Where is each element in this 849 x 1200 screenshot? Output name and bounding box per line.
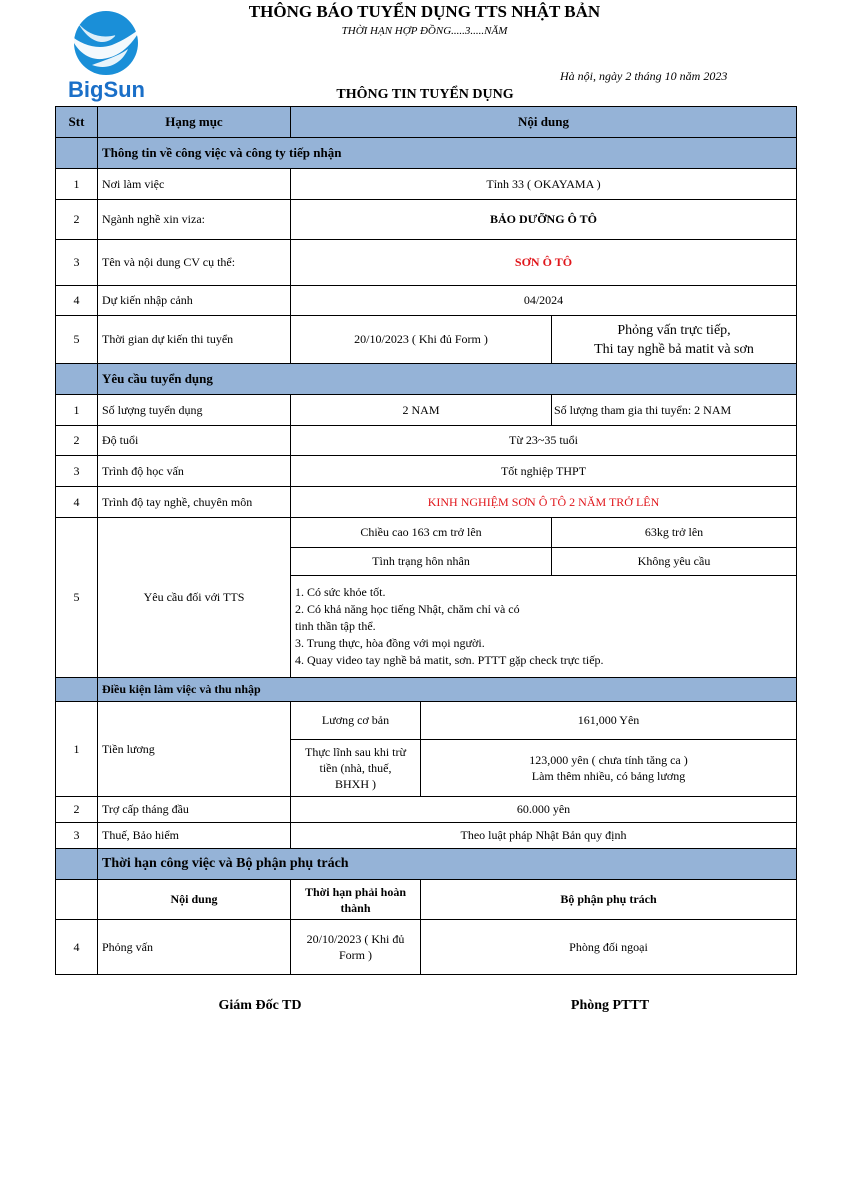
row-stt: 5 xyxy=(56,518,98,678)
row-stt: 2 xyxy=(56,797,98,823)
row-value: Tỉnh 33 ( OKAYAMA ) xyxy=(291,169,797,200)
net-salary-value-line: 123,000 yên ( chưa tính tăng ca ) xyxy=(529,753,688,767)
base-salary-label: Lương cơ bản xyxy=(291,702,421,740)
row-label: Số lượng tuyển dụng xyxy=(98,395,291,426)
row-deadline-line: 20/10/2023 ( Khi đủ xyxy=(306,932,405,946)
table-row xyxy=(56,169,797,200)
table-row xyxy=(56,823,797,849)
row-deadline xyxy=(291,920,421,975)
row-stt: 1 xyxy=(56,169,98,200)
col-deadline-header-line: thành xyxy=(340,900,371,915)
table-row xyxy=(56,797,797,823)
recruitment-table xyxy=(55,106,797,975)
table-row xyxy=(56,286,797,316)
row-value: 2 NAM xyxy=(291,395,552,426)
header-content: Nội dung xyxy=(291,107,797,138)
row-value: Tốt nghiệp THPT xyxy=(291,456,797,487)
exam-method-line: Thi tay nghề bả matit và sơn xyxy=(594,341,754,357)
col-deadline-header-line: Thời hạn phải hoàn xyxy=(304,884,407,899)
table-row xyxy=(56,426,797,456)
row-value: 20/10/2023 ( Khi đủ Form ) xyxy=(291,316,552,364)
document-date: Hà nội, ngày 2 tháng 10 năm 2023 xyxy=(560,69,728,83)
net-salary-value-line: Làm thêm nhiều, có bảng lương xyxy=(531,769,686,783)
row-stt: 1 xyxy=(56,395,98,426)
table-row xyxy=(56,920,797,975)
document-title: THÔNG BÁO TUYỂN DỤNG TTS NHẬT BẢN xyxy=(248,2,601,21)
table-row xyxy=(56,880,797,920)
col-department-header: Bộ phận phụ trách xyxy=(421,880,797,920)
height-requirement: Chiều cao 163 cm trở lên xyxy=(291,518,552,548)
weight-requirement: 63kg trở lên xyxy=(552,518,797,548)
row-content: Phỏng vấn xyxy=(98,920,291,975)
row-stt: 5 xyxy=(56,316,98,364)
net-salary-label xyxy=(291,740,421,797)
row-stt: 3 xyxy=(56,823,98,849)
header-stt: Stt xyxy=(56,107,98,138)
row-stt: 3 xyxy=(56,240,98,286)
col-content-header: Nội dung xyxy=(98,880,291,920)
section-heading: Yêu cầu tuyển dụng xyxy=(98,364,797,395)
net-salary-label-line: BHXH ) xyxy=(335,777,376,791)
section-row xyxy=(56,849,797,880)
row-label: Dự kiến nhập cảnh xyxy=(98,286,291,316)
row-stt: 1 xyxy=(56,702,98,797)
base-salary-value: 161,000 Yên xyxy=(421,702,797,740)
row-stt: 2 xyxy=(56,200,98,240)
logo-text: BigSun xyxy=(68,77,145,102)
row-label: Ngành nghề xin viza: xyxy=(98,200,291,240)
list-item: 3. Trung thực, hòa đồng với mọi người. xyxy=(295,636,485,650)
section-heading: Thời hạn công việc và Bộ phận phụ trách xyxy=(98,849,797,880)
row-label: Trình độ học vấn xyxy=(98,456,291,487)
table-row xyxy=(56,316,797,364)
row-value: 60.000 yên xyxy=(291,797,797,823)
row-stt: 4 xyxy=(56,920,98,975)
row-label: Trình độ tay nghề, chuyên môn xyxy=(98,487,291,518)
row-label: Thuế, Bảo hiểm xyxy=(98,823,291,849)
net-salary-label-line: Thực lĩnh sau khi trừ xyxy=(305,745,406,759)
row-value: 04/2024 xyxy=(291,286,797,316)
row-department: Phòng đối ngoại xyxy=(421,920,797,975)
section-title: THÔNG TIN TUYỂN DỤNG xyxy=(336,87,514,102)
row-stt: 4 xyxy=(56,286,98,316)
header-category: Hạng mục xyxy=(98,107,291,138)
marital-label: Tình trạng hôn nhân xyxy=(291,548,552,576)
row-label: Yêu cầu đối với TTS xyxy=(98,518,291,678)
table-row xyxy=(56,240,797,286)
section-row xyxy=(56,364,797,395)
row-value: SƠN Ô TÔ xyxy=(291,240,797,286)
table-row xyxy=(56,456,797,487)
section-row xyxy=(56,138,797,169)
section-heading: Thông tin về công việc và công ty tiếp nhận xyxy=(98,138,797,169)
signature-department: Phòng PTTT xyxy=(570,998,650,1013)
list-item: 4. Quay video tay nghề bả matit, sơn. PTTT gặp check trực tiếp. xyxy=(295,653,604,667)
marital-value: Không yêu cầu xyxy=(552,548,797,576)
table-row xyxy=(56,487,797,518)
tts-requirements-list xyxy=(291,576,797,678)
row-value: Từ 23~35 tuổi xyxy=(291,426,797,456)
row-stt: 4 xyxy=(56,487,98,518)
list-item: tinh thần tập thể. xyxy=(295,619,376,633)
row-label: Tên và nội dung CV cụ thể: xyxy=(98,240,291,286)
signature-director: Giám Đốc TD xyxy=(218,998,302,1013)
list-item: 2. Có khả năng học tiếng Nhật, chăm chỉ và có xyxy=(295,602,520,616)
col-deadline-header xyxy=(291,880,421,920)
table-row xyxy=(56,518,797,548)
table-row xyxy=(56,200,797,240)
row-label: Trợ cấp tháng đầu xyxy=(98,797,291,823)
row-value: BẢO DƯỠNG Ô TÔ xyxy=(291,200,797,240)
row-deadline-line: Form ) xyxy=(339,948,372,962)
row-stt: 2 xyxy=(56,426,98,456)
table-row xyxy=(56,702,797,740)
row-value-secondary xyxy=(552,316,797,364)
row-label: Nơi làm việc xyxy=(98,169,291,200)
row-stt: 3 xyxy=(56,456,98,487)
row-value: Theo luật pháp Nhật Bản quy định xyxy=(291,823,797,849)
row-value-secondary: Số lượng tham gia thi tuyển: 2 NAM xyxy=(552,395,797,426)
net-salary-value xyxy=(421,740,797,797)
section-row xyxy=(56,678,797,702)
table-row xyxy=(56,395,797,426)
section-heading: Điều kiện làm việc và thu nhập xyxy=(98,678,797,702)
table-header-row xyxy=(56,107,797,138)
list-item: 1. Có sức khỏe tốt. xyxy=(295,585,386,599)
row-value: KINH NGHIỆM SƠN Ô TÔ 2 NĂM TRỞ LÊN xyxy=(291,487,797,518)
net-salary-label-line: tiền (nhà, thuế, xyxy=(319,761,392,775)
row-label: Thời gian dự kiến thi tuyển xyxy=(98,316,291,364)
row-label: Độ tuổi xyxy=(98,426,291,456)
exam-method-line: Phỏng vấn trực tiếp, xyxy=(617,322,731,338)
row-label: Tiền lương xyxy=(98,702,291,797)
document-subtitle: THỜI HẠN HỢP ĐỒNG.....3.....NĂM xyxy=(341,25,508,37)
